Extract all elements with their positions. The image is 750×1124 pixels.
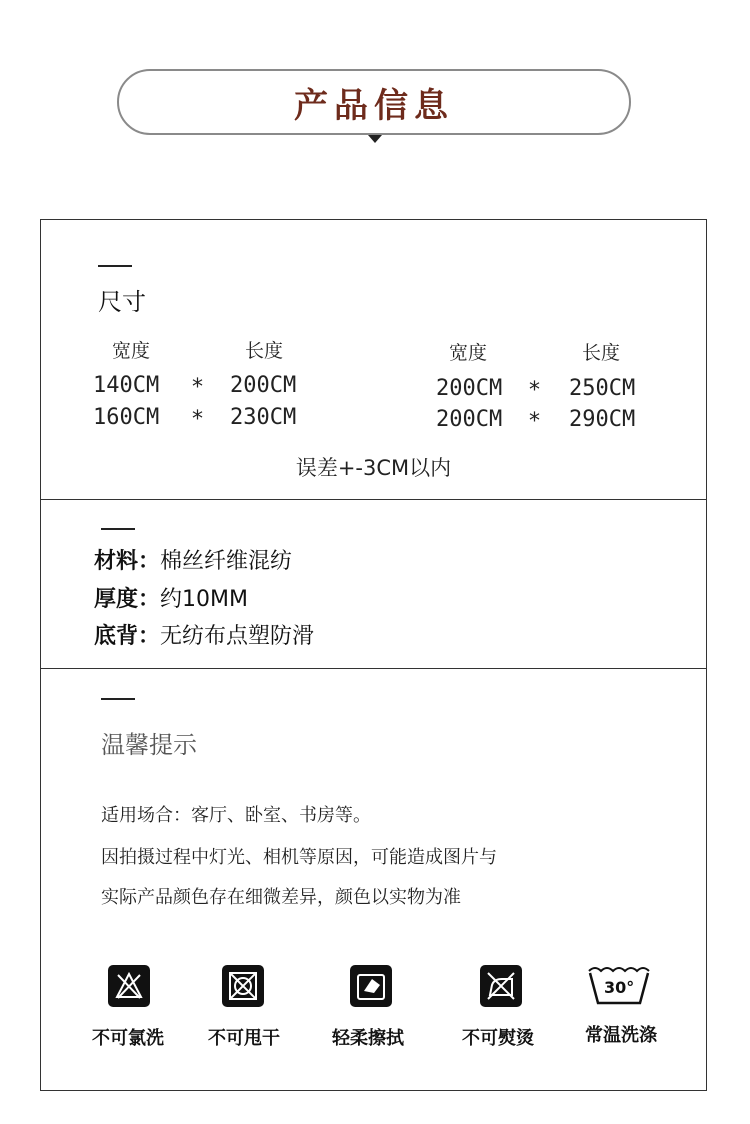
section-divider xyxy=(41,499,706,500)
size-separator: * xyxy=(192,375,203,400)
care-label: 轻柔擦拭 xyxy=(332,1028,404,1049)
pill-pointer xyxy=(368,135,382,143)
left-col-width-header: 宽度 xyxy=(112,340,151,362)
care-label: 不可熨烫 xyxy=(462,1028,534,1049)
tips-title: 温馨提示 xyxy=(101,731,197,759)
size-length-value: 250CM xyxy=(569,376,636,401)
section-dash xyxy=(98,265,132,267)
size-length-value: 230CM xyxy=(230,405,297,430)
section-dash xyxy=(101,528,135,530)
material-row xyxy=(94,544,292,575)
gentle-rub-icon xyxy=(350,965,392,1007)
thickness-row xyxy=(94,582,248,613)
no-tumble-dry-icon xyxy=(222,965,264,1007)
section-dash xyxy=(101,698,135,700)
size-tolerance: 误差+-3CM以内 xyxy=(295,456,452,480)
size-width-value: 200CM xyxy=(436,407,503,432)
info-panel xyxy=(40,219,707,1091)
page-title: 产品信息 xyxy=(294,85,454,126)
care-label: 不可甩干 xyxy=(208,1028,280,1049)
size-separator: * xyxy=(529,409,540,434)
thickness-value: 约10MM xyxy=(160,587,248,612)
material-value: 棉丝纤维混纺 xyxy=(160,549,293,574)
care-label: 不可氯洗 xyxy=(92,1028,164,1049)
size-length-value: 200CM xyxy=(230,373,297,398)
section-divider xyxy=(41,668,706,669)
backing-key: 底背： xyxy=(94,624,161,649)
size-separator: * xyxy=(192,407,203,432)
no-iron-icon xyxy=(480,965,522,1007)
right-col-width-header: 宽度 xyxy=(449,342,488,364)
header-pill xyxy=(117,69,631,135)
no-bleach-icon xyxy=(108,965,150,1007)
tip-line: 因拍摄过程中灯光、相机等原因，可能造成图片与 xyxy=(101,847,497,868)
thickness-key: 厚度： xyxy=(94,587,161,612)
backing-row xyxy=(94,619,314,650)
wash-30-icon xyxy=(586,961,652,1009)
size-width-value: 140CM xyxy=(93,373,160,398)
tip-line: 实际产品颜色存在细微差异，颜色以实物为准 xyxy=(101,887,461,908)
right-col-length-header: 长度 xyxy=(582,342,621,364)
wash-temp: 30° xyxy=(604,978,635,997)
backing-value: 无纺布点塑防滑 xyxy=(160,624,315,649)
size-width-value: 200CM xyxy=(436,376,503,401)
size-separator: * xyxy=(529,378,540,403)
care-label: 常温洗涤 xyxy=(585,1025,657,1046)
size-heading: 尺寸 xyxy=(98,288,146,316)
material-key: 材料： xyxy=(94,549,161,574)
size-length-value: 290CM xyxy=(569,407,636,432)
size-width-value: 160CM xyxy=(93,405,160,430)
left-col-length-header: 长度 xyxy=(245,340,284,362)
tip-line: 适用场合：客厅、卧室、书房等。 xyxy=(101,805,371,826)
